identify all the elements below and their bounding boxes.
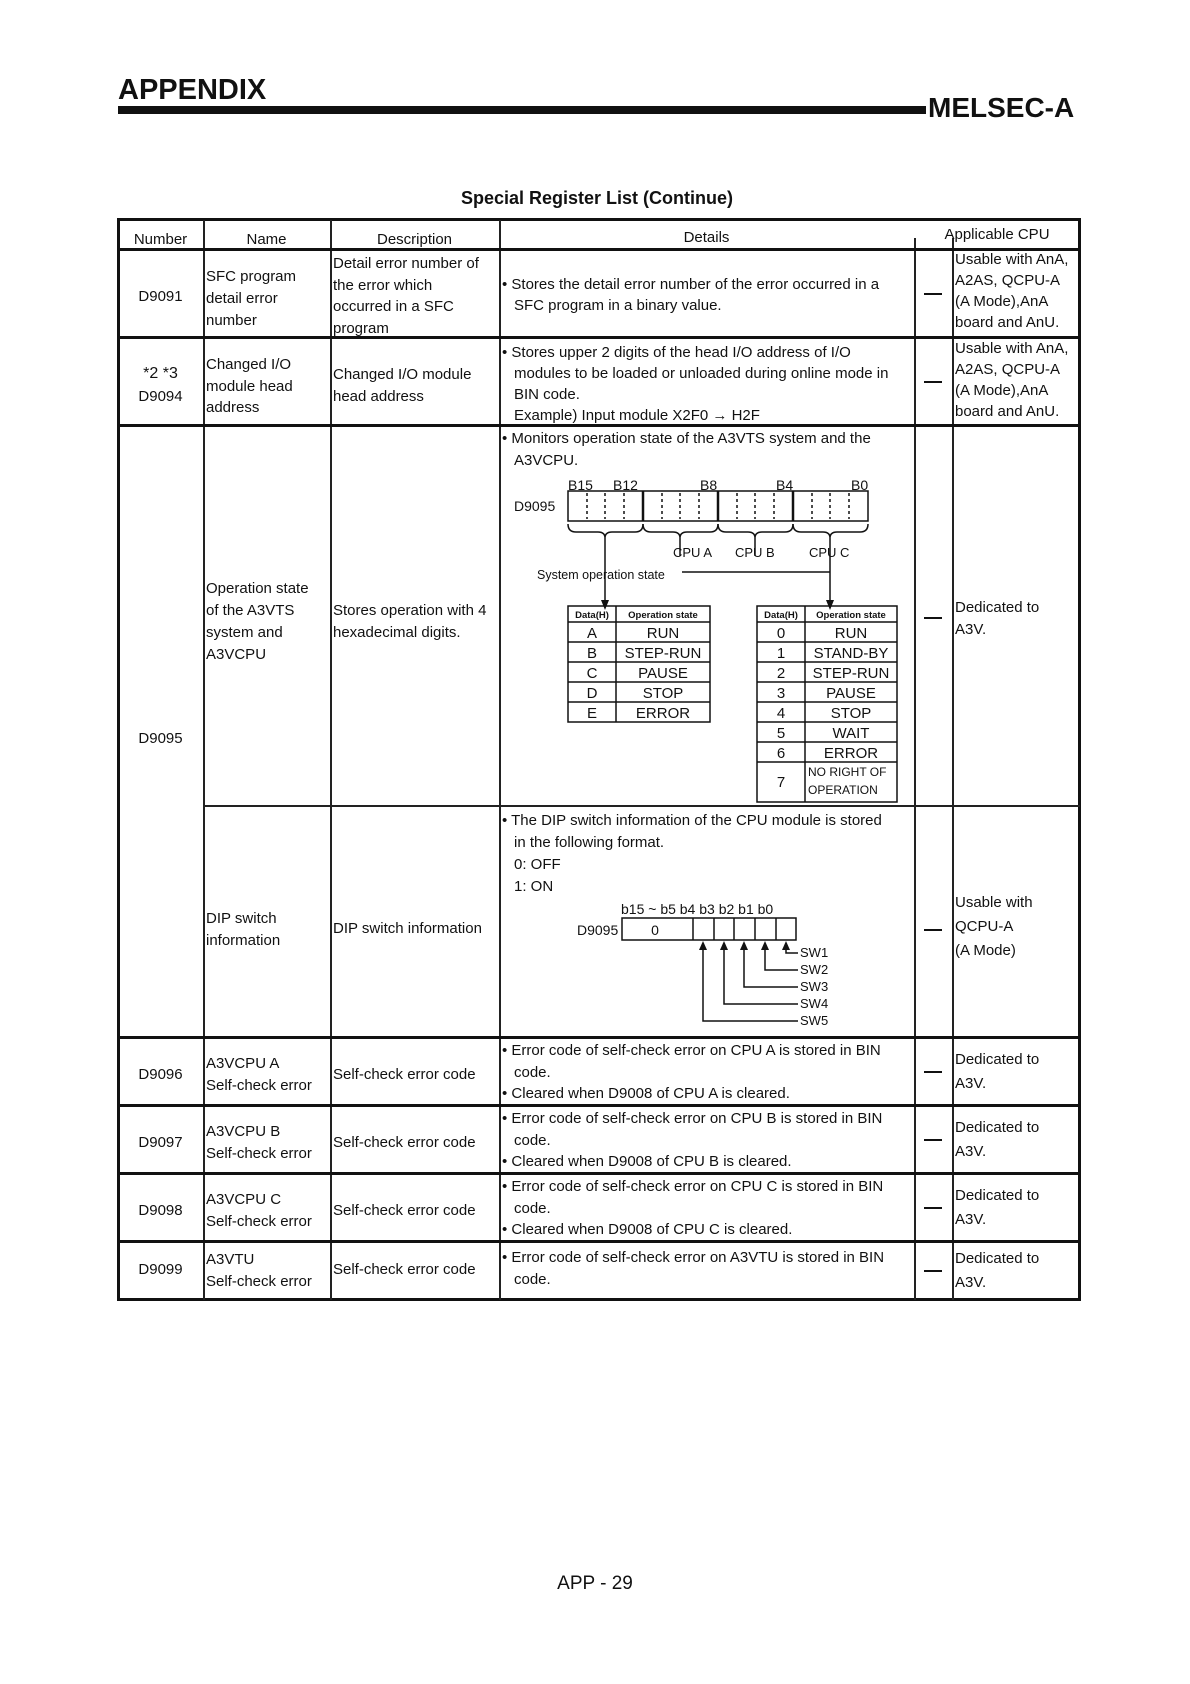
- register-number: D9099: [138, 1261, 183, 1278]
- applicable-cpu: Usable with AnA,: [955, 251, 1069, 268]
- table-header: Operation state: [816, 610, 886, 621]
- state-code: A: [586, 625, 598, 642]
- register-name: A3VCPU C: [206, 1191, 282, 1208]
- state-name: OPERATION: [808, 783, 878, 797]
- register-name: Operation state: [206, 580, 309, 597]
- col-header-details: Details: [683, 229, 730, 246]
- register-name: Self-check error: [206, 1145, 312, 1162]
- state-code: 7: [776, 774, 786, 791]
- cpu-label: CPU A: [673, 545, 713, 560]
- switch-label: SW1: [800, 945, 829, 960]
- switch-label: SW2: [800, 962, 829, 977]
- register-details: A3VCPU.: [514, 452, 579, 469]
- dash-mark: [924, 1071, 942, 1073]
- applicable-cpu: A3V.: [955, 1211, 987, 1228]
- register-details: • Error code of self-check error on A3VTU is stored in BIN: [502, 1249, 885, 1266]
- register-name: of the A3VTS: [206, 602, 295, 619]
- register-name: system and: [206, 624, 283, 641]
- switch-label: SW3: [800, 979, 829, 994]
- register-description: occurred in a SFC: [333, 298, 454, 315]
- dash-mark: [924, 1270, 942, 1272]
- applicable-cpu: A2AS, QCPU-A: [955, 361, 1061, 378]
- register-note-mark: *2 *3: [143, 365, 178, 382]
- state-name: PAUSE: [638, 665, 688, 682]
- register-details: • Monitors operation state of the A3VTS system and the: [502, 430, 871, 447]
- register-name: detail error: [206, 290, 278, 307]
- state-code: B: [586, 645, 598, 662]
- register-details: • Error code of self-check error on CPU A is stored in BIN: [502, 1042, 881, 1059]
- dash-mark: [924, 1139, 942, 1141]
- register-details: • Error code of self-check error on CPU C is stored in BIN: [502, 1178, 884, 1195]
- bit-label: B0: [851, 477, 869, 493]
- state-code: 3: [776, 685, 786, 702]
- register-details: code.: [514, 1064, 551, 1081]
- register-name: address: [206, 399, 260, 416]
- applicable-cpu: Dedicated to: [955, 1119, 1040, 1136]
- applicable-cpu: Dedicated to: [955, 1187, 1040, 1204]
- applicable-cpu: (A Mode),AnA: [955, 382, 1049, 399]
- state-code: C: [586, 665, 598, 682]
- state-code: 6: [776, 745, 786, 762]
- register-details: in the following format.: [514, 834, 665, 851]
- applicable-cpu: A3V.: [955, 1075, 987, 1092]
- register-details: • The DIP switch information of the CPU module is stored: [502, 812, 882, 829]
- state-name: RUN: [646, 625, 680, 642]
- register-description: Stores operation with 4: [333, 602, 487, 619]
- state-name: RUN: [834, 625, 868, 642]
- register-details: • Stores upper 2 digits of the head I/O address of I/O: [502, 344, 851, 361]
- register-details: 0: OFF: [514, 856, 561, 873]
- register-description: Self-check error code: [333, 1134, 476, 1151]
- register-description: Changed I/O module: [333, 366, 472, 383]
- register-details: BIN code.: [514, 386, 580, 403]
- register-number: D9091: [138, 288, 183, 305]
- register-name: information: [206, 932, 281, 949]
- register-number: D9097: [138, 1134, 183, 1151]
- register-name: DIP switch: [206, 910, 277, 927]
- register-number: D9095: [138, 730, 183, 747]
- state-name: STEP-RUN: [624, 645, 702, 662]
- register-description: DIP switch information: [333, 920, 482, 937]
- applicable-cpu: Dedicated to: [955, 1051, 1040, 1068]
- state-name: STAND-BY: [813, 645, 889, 662]
- cpu-label: CPU C: [809, 545, 850, 560]
- applicable-cpu: Dedicated to: [955, 599, 1040, 616]
- register-name: number: [206, 312, 257, 329]
- applicable-cpu: Usable with: [955, 894, 1033, 911]
- register-name: A3VCPU A: [206, 1055, 280, 1072]
- register-details: • Stores the detail error number of the error occurred in a: [502, 276, 880, 293]
- series-heading: MELSEC-A: [928, 92, 1075, 123]
- register-description: head address: [333, 388, 424, 405]
- register-details: • Cleared when D9008 of CPU B is cleared.: [502, 1153, 792, 1170]
- state-name: NO RIGHT OF: [808, 765, 887, 779]
- register-name: Changed I/O: [206, 356, 292, 373]
- col-header-description: Description: [376, 231, 453, 248]
- register-name: module head: [206, 378, 293, 395]
- bit-label: B12: [613, 477, 638, 493]
- register-name: Self-check error: [206, 1273, 312, 1290]
- state-name: PAUSE: [826, 685, 876, 702]
- bit-label: B15: [568, 477, 593, 493]
- table-header: Operation state: [628, 610, 698, 621]
- state-name: STOP: [830, 705, 872, 722]
- register-description: Self-check error code: [333, 1066, 476, 1083]
- register-details: code.: [514, 1132, 551, 1149]
- state-name: STOP: [642, 685, 684, 702]
- page-number: APP - 29: [557, 1573, 633, 1594]
- register-description: program: [333, 320, 389, 337]
- system-state-label: System operation state: [537, 568, 665, 582]
- dash-mark: [924, 1207, 942, 1209]
- switch-label: SW5: [800, 1013, 829, 1028]
- bit-label: B8: [700, 477, 718, 493]
- register-description: Self-check error code: [333, 1261, 476, 1278]
- register-description: the error which: [333, 277, 433, 294]
- register-label: D9095: [577, 922, 619, 938]
- register-details: SFC program in a binary value.: [514, 297, 722, 314]
- state-code: D: [586, 685, 598, 702]
- register-description: Self-check error code: [333, 1202, 476, 1219]
- applicable-cpu: A3V.: [955, 1143, 987, 1160]
- cpu-label: CPU B: [735, 545, 775, 560]
- col-header-name: Name: [246, 231, 287, 248]
- register-description: Detail error number of: [333, 255, 479, 272]
- register-name: A3VCPU: [206, 646, 267, 663]
- state-code: 0: [776, 625, 786, 642]
- table-header: Data(H): [575, 610, 609, 621]
- register-details: code.: [514, 1200, 551, 1217]
- switch-label: SW4: [800, 996, 829, 1011]
- register-number: D9094: [138, 388, 183, 405]
- state-name: ERROR: [823, 745, 879, 762]
- applicable-cpu: board and AnU.: [955, 314, 1060, 331]
- register-details: • Cleared when D9008 of CPU C is cleared.: [502, 1221, 793, 1238]
- applicable-cpu: A2AS, QCPU-A: [955, 272, 1061, 289]
- register-details: Example) Input module X2F0 → H2F: [514, 407, 760, 424]
- register-name: Self-check error: [206, 1077, 312, 1094]
- col-header-number: Number: [133, 231, 188, 248]
- register-number: D9096: [138, 1066, 183, 1083]
- applicable-cpu: A3V.: [955, 621, 987, 638]
- register-name: A3VCPU B: [206, 1123, 281, 1140]
- bit-range-label: b15 ~ b5 b4 b3 b2 b1 b0: [621, 901, 774, 917]
- register-details: modules to be loaded or unloaded during online mode in: [514, 365, 889, 382]
- register-details: • Error code of self-check error on CPU B is stored in BIN: [502, 1110, 883, 1127]
- applicable-cpu: A3V.: [955, 1274, 987, 1291]
- register-details: 1: ON: [514, 878, 554, 895]
- applicable-cpu: QCPU-A: [955, 918, 1014, 935]
- register-details: code.: [514, 1271, 551, 1288]
- table-header: Data(H): [764, 610, 798, 621]
- state-name: WAIT: [832, 725, 870, 742]
- state-name: ERROR: [635, 705, 691, 722]
- col-header-cpu: Applicable CPU: [944, 226, 1050, 243]
- bit-label: B4: [776, 477, 794, 493]
- register-name: SFC program: [206, 268, 297, 285]
- applicable-cpu: Usable with AnA,: [955, 340, 1069, 357]
- state-code: 2: [776, 665, 786, 682]
- register-details: • Cleared when D9008 of CPU A is cleared.: [502, 1085, 790, 1102]
- state-code: E: [586, 705, 598, 722]
- register-description: hexadecimal digits.: [333, 624, 461, 641]
- register-name: Self-check error: [206, 1213, 312, 1230]
- state-code: 4: [776, 705, 786, 722]
- table-title: Special Register List (Continue): [460, 188, 734, 208]
- applicable-cpu: board and AnU.: [955, 403, 1060, 420]
- appendix-heading: APPENDIX: [118, 74, 267, 106]
- state-name: STEP-RUN: [812, 665, 890, 682]
- applicable-cpu: Dedicated to: [955, 1250, 1040, 1267]
- register-name: A3VTU: [206, 1251, 255, 1268]
- state-code: 5: [776, 725, 786, 742]
- applicable-cpu: (A Mode): [955, 942, 1016, 959]
- zero-bits: 0: [651, 922, 659, 938]
- applicable-cpu: (A Mode),AnA: [955, 293, 1049, 310]
- register-label: D9095: [514, 498, 556, 514]
- register-number: D9098: [138, 1202, 183, 1219]
- state-code: 1: [776, 645, 786, 662]
